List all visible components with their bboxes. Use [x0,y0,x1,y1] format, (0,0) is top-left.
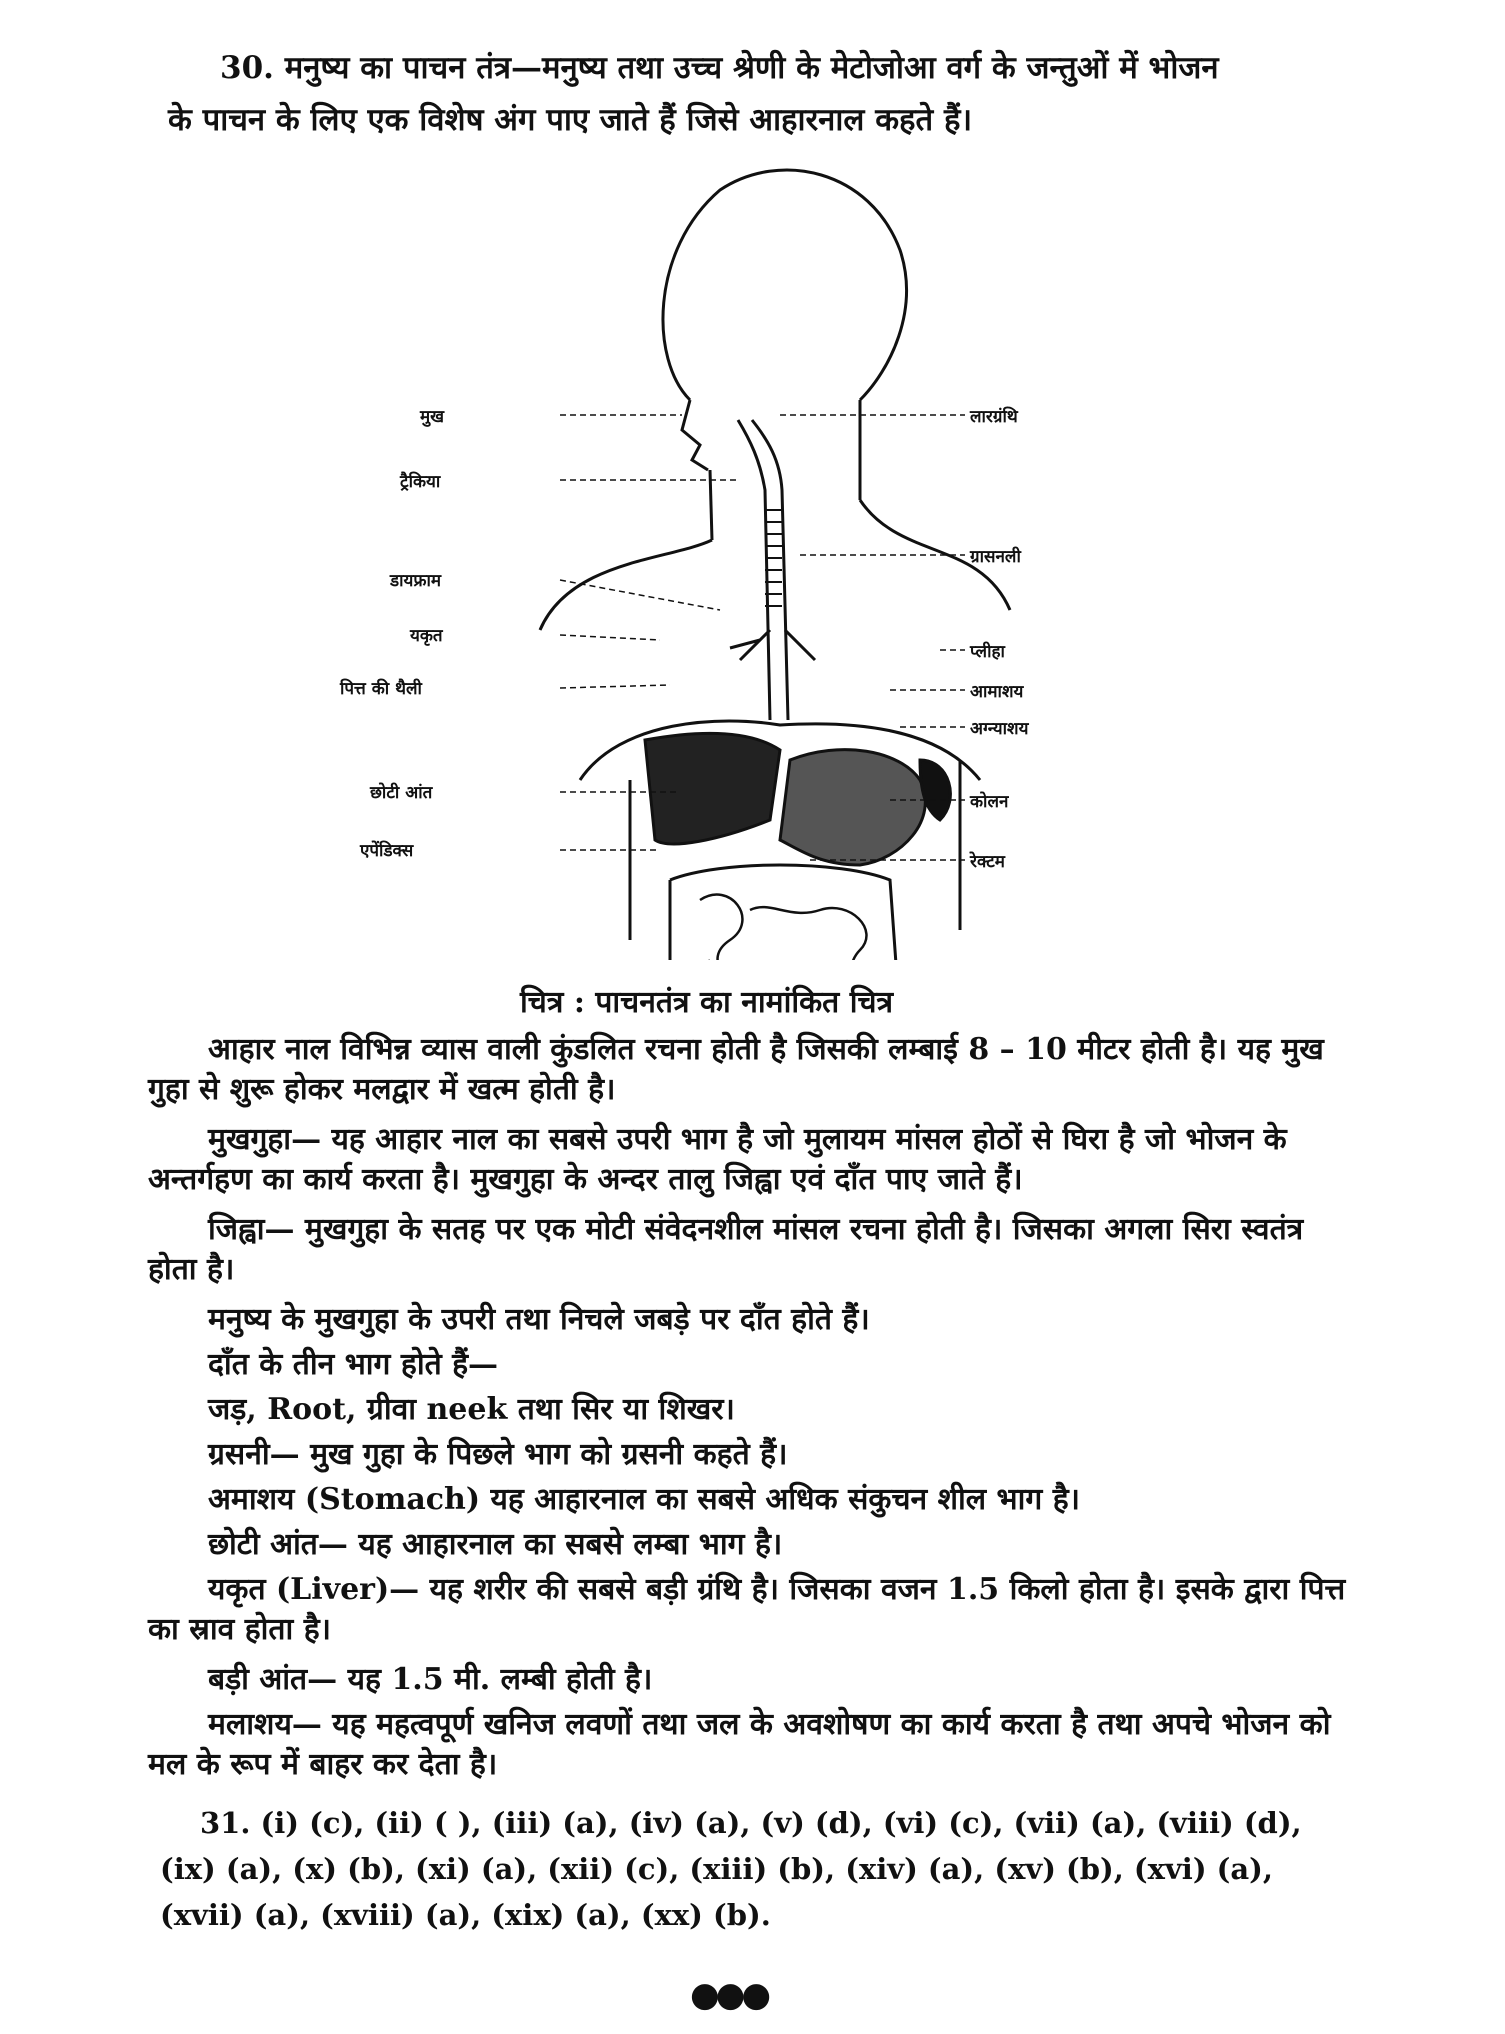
paragraph-stomach: अमाशय (Stomach) यह आहारनाल का सबसे अधिक संकुचन शील भाग है। [208,1482,1081,1517]
shoulder-left [540,540,712,630]
paragraph-large-intestine: बड़ी आंत— यह 1.5 मी. लम्बी होती है। [208,1662,653,1697]
stomach [780,750,925,865]
bronchi [730,630,815,660]
paragraph-teeth-parts: दाँत के तीन भाग होते हैं— [208,1347,499,1382]
paragraph-liver: यकृत (Liver)— यह शरीर की सबसे बड़ी ग्रंथि है। जिसका वजन 1.5 किलो होता है। इसके द्वारा पित्त का स्राव होता है। [148,1572,1346,1647]
label-gall-bladder: पित्त की थैली [340,679,422,699]
label-mouth: मुख [420,407,445,427]
label-trachea: ट्रैकिया [400,472,441,492]
label-salivary-gland: लारग्रंथि [970,407,1018,427]
label-spleen: प्लीहा [970,642,1005,662]
paragraph-alimentary-canal: आहार नाल विभिन्न व्यास वाली कुंडलित रचना होती है जिसकी लम्बाई 8 – 10 मीटर होती है। यह मुख गुहा से शुरू होकर मलद्वार में खत्म होती है। [148,1032,1324,1107]
liver [645,733,780,843]
paragraph-rectum: मलाशय— यह महत्वपूर्ण खनिज लवणों तथा जल के अवशोषण का कार्य करता है तथा अपचे भोजन को मल के रूप में बाहर कर देता है। [148,1707,1331,1782]
question-30-continuation: के पाचन के लिए एक विशेष अंग पाए जाते हैं जिसे आहारनाल कहते हैं। [168,102,973,138]
label-rectum: रेक्टम [970,852,1005,872]
digestive-system-figure [340,160,1060,960]
colon [670,865,900,960]
figure-caption: चित्र : पाचनतंत्र का नामांकित चित्र [520,985,894,1020]
answer-key-31: 31. (i) (c), (ii) ( ), (iii) (a), (iv) (a), (v) (d), (vi) (c), (vii) (a), (viii) (d), (ix) (a), (x) (b), (xi) (a), (xii) (c), (xiii) (b), (xiv) (a), (xv) (b), (xvi) (a), (xvii) (a), (xviii) (a), (xix) (a), (xx) (b). [160,1806,1302,1932]
paragraph-pharynx: ग्रसनी— मुख गुहा के पिछले भाग को ग्रसनी कहते हैं। [208,1437,788,1472]
small-intestine [700,895,866,960]
face-profile [682,400,708,470]
end-ornament: ●●● [690,1975,768,2015]
label-pancreas: अग्न्याशय [970,719,1029,739]
paragraph-tongue: जिह्वा— मुखगुहा के सतह पर एक मोटी संवेदनशील मांसल रचना होती है। जिसका अगला सिरा स्वतंत्र होता है। [148,1212,1304,1287]
paragraph-mouth-cavity: मुखगुहा— यह आहार नाल का सबसे उपरी भाग है जो मुलायम मांसल होठों से घिरा है जो भोजन के अन्तर्गहण का कार्य करता है। मुखगुहा के अन्दर तालु जिह्वा एवं दाँत पाए जाते हैं। [148,1122,1287,1197]
paragraph-teeth: मनुष्य के मुखगुहा के उपरी तथा निचले जबड़े पर दाँत होते हैं। [208,1302,870,1337]
label-small-intestine: छोटी आंत [370,783,433,803]
label-liver: यकृत [410,626,443,646]
label-diaphragm: डायफ्राम [390,571,442,591]
label-appendix: एपेंडिक्स [360,841,414,861]
digestive-system-diagram [420,160,1060,960]
label-colon: कोलन [970,792,1009,812]
head-outline [663,170,907,400]
question-30-heading: 30. मनुष्य का पाचन तंत्र—मनुष्य तथा उच्च श्रेणी के मेटोजोआ वर्ग के जन्तुओं में भोजन [220,50,1219,86]
paragraph-small-intestine: छोटी आंत— यह आहारनाल का सबसे लम्बा भाग है। [208,1527,783,1562]
paragraph-teeth-parts-list: जड़, Root, ग्रीवा neek तथा सिर या शिखर। [208,1392,735,1427]
label-oesophagus: ग्रासनली [970,547,1021,567]
label-stomach: आमाशय [970,682,1024,702]
